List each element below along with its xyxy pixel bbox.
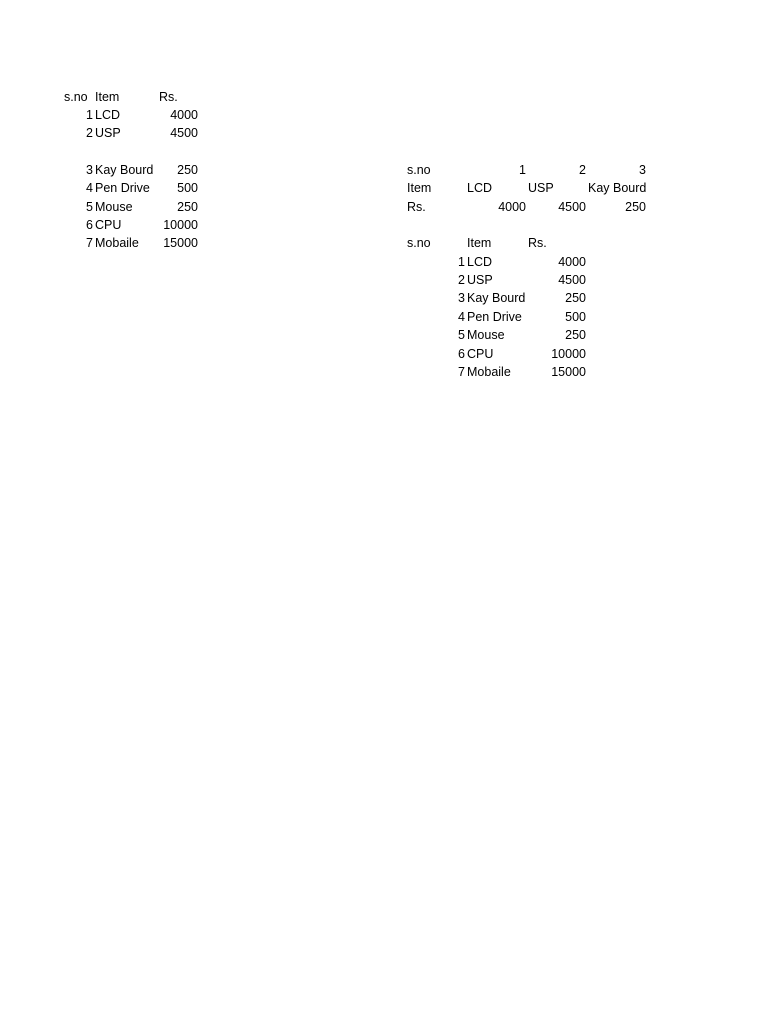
row-item: LCD [95, 108, 121, 122]
row-sno: 4 [458, 310, 465, 324]
column-sno: 3 [639, 163, 646, 177]
row-sno: 5 [86, 200, 93, 214]
row-price: 10000 [163, 218, 198, 232]
rs-header: Rs. [159, 90, 178, 104]
column-item: USP [528, 181, 554, 195]
row-sno: 6 [458, 347, 465, 361]
row-item: Pen Drive [467, 310, 522, 324]
row-item: CPU [95, 218, 122, 232]
row-sno: 2 [458, 273, 465, 287]
item-header: Item [467, 236, 492, 250]
row-price: 4500 [170, 126, 198, 140]
row-price: 250 [565, 328, 586, 342]
column-sno: 2 [579, 163, 586, 177]
row-item: CPU [467, 347, 494, 361]
item-header: Item [95, 90, 120, 104]
row-price: 4000 [170, 108, 198, 122]
row-sno: 6 [86, 218, 93, 232]
column-item: LCD [467, 181, 493, 195]
item-row-label: Item [407, 181, 432, 195]
row-price: 500 [177, 181, 198, 195]
row-item: Kay Bourd [467, 291, 526, 305]
column-sno: 1 [519, 163, 526, 177]
row-item: Mobaile [467, 365, 511, 379]
row-item: Mouse [95, 200, 133, 214]
row-sno: 3 [86, 163, 93, 177]
row-price: 4500 [558, 273, 586, 287]
row-sno: 7 [86, 236, 93, 250]
row-price: 10000 [551, 347, 586, 361]
row-sno: 5 [458, 328, 465, 342]
row-item: LCD [467, 255, 493, 269]
rs-row-label: Rs. [407, 200, 426, 214]
column-price: 4000 [498, 200, 526, 214]
row-item: Pen Drive [95, 181, 150, 195]
column-price: 4500 [558, 200, 586, 214]
column-price: 250 [625, 200, 646, 214]
row-sno: 2 [86, 126, 93, 140]
row-sno: 3 [458, 291, 465, 305]
row-sno: 1 [86, 108, 93, 122]
row-price: 15000 [163, 236, 198, 250]
row-price: 500 [565, 310, 586, 324]
row-price: 15000 [551, 365, 586, 379]
row-sno: 1 [458, 255, 465, 269]
row-item: Kay Bourd [95, 163, 154, 177]
sno-header: s.no [407, 236, 431, 250]
row-price: 250 [177, 163, 198, 177]
row-item: USP [467, 273, 493, 287]
row-item: USP [95, 126, 121, 140]
row-price: 4000 [558, 255, 586, 269]
sno-row-label: s.no [407, 163, 431, 177]
row-item: Mobaile [95, 236, 139, 250]
row-sno: 4 [86, 181, 93, 195]
row-sno: 7 [458, 365, 465, 379]
row-price: 250 [565, 291, 586, 305]
column-item: Kay Bourd [588, 181, 647, 195]
sno-header: s.no [64, 90, 88, 104]
rs-header: Rs. [528, 236, 547, 250]
row-price: 250 [177, 200, 198, 214]
row-item: Mouse [467, 328, 505, 342]
